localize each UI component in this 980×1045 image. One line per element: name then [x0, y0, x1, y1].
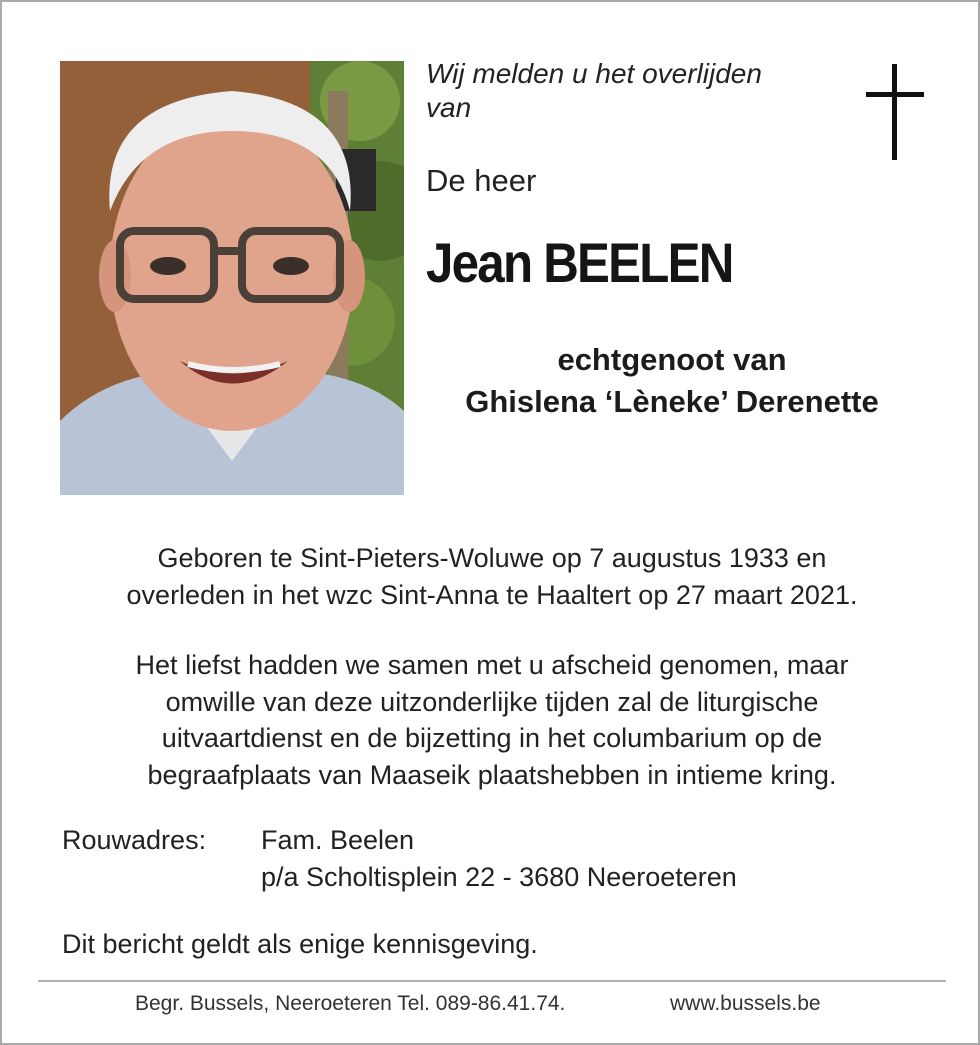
- portrait-photo: [60, 61, 404, 495]
- paragraph-line: omwille van deze uitzonderlijke tijden zal de liturgische: [165, 686, 819, 717]
- divider: [38, 980, 946, 982]
- salutation: De heer: [426, 163, 537, 198]
- portrait-illustration: [60, 61, 404, 495]
- paragraph-line: Geboren te Sint-Pieters-Woluwe op 7 augustus 1933 en: [157, 543, 827, 573]
- announcement: [426, 57, 762, 125]
- announcement-line: Wij melden u het overlijden: [426, 58, 762, 89]
- website-link[interactable]: www.bussels.be: [670, 992, 821, 1015]
- paragraph-line: uitvaartdienst en de bijzetting in het columbarium op de: [161, 723, 823, 753]
- announcement-line: van: [426, 92, 472, 123]
- address-line: p/a Scholtisplein 22 - 3680 Neeroeteren: [261, 862, 737, 892]
- birth-death-paragraph: [42, 540, 942, 613]
- spouse-line: echtgenoot van: [557, 342, 787, 377]
- cross-icon: [866, 64, 924, 160]
- ceremony-paragraph: [42, 647, 942, 793]
- address-lines: [261, 822, 737, 896]
- notice-text: Dit bericht geldt als enige kennisgeving.: [62, 929, 538, 959]
- deceased-name: Jean BEELEN: [426, 231, 733, 294]
- undertaker-info: Begr. Bussels, Neeroeteren Tel. 089-86.41.74.: [135, 992, 566, 1015]
- paragraph-line: Het liefst hadden we samen met u afscheid genomen, maar: [135, 650, 849, 680]
- address-label: Rouwadres:: [62, 825, 207, 855]
- address-line: Fam. Beelen: [261, 825, 415, 855]
- spouse-info: [422, 339, 922, 423]
- spouse-line: Ghislena ‘Lèneke’ Derenette: [465, 384, 879, 419]
- paragraph-line: overleden in het wzc Sint-Anna te Haaltert op 27 maart 2021.: [126, 579, 858, 610]
- paragraph-line: begraafplaats van Maaseik plaatshebben in intieme kring.: [147, 759, 837, 790]
